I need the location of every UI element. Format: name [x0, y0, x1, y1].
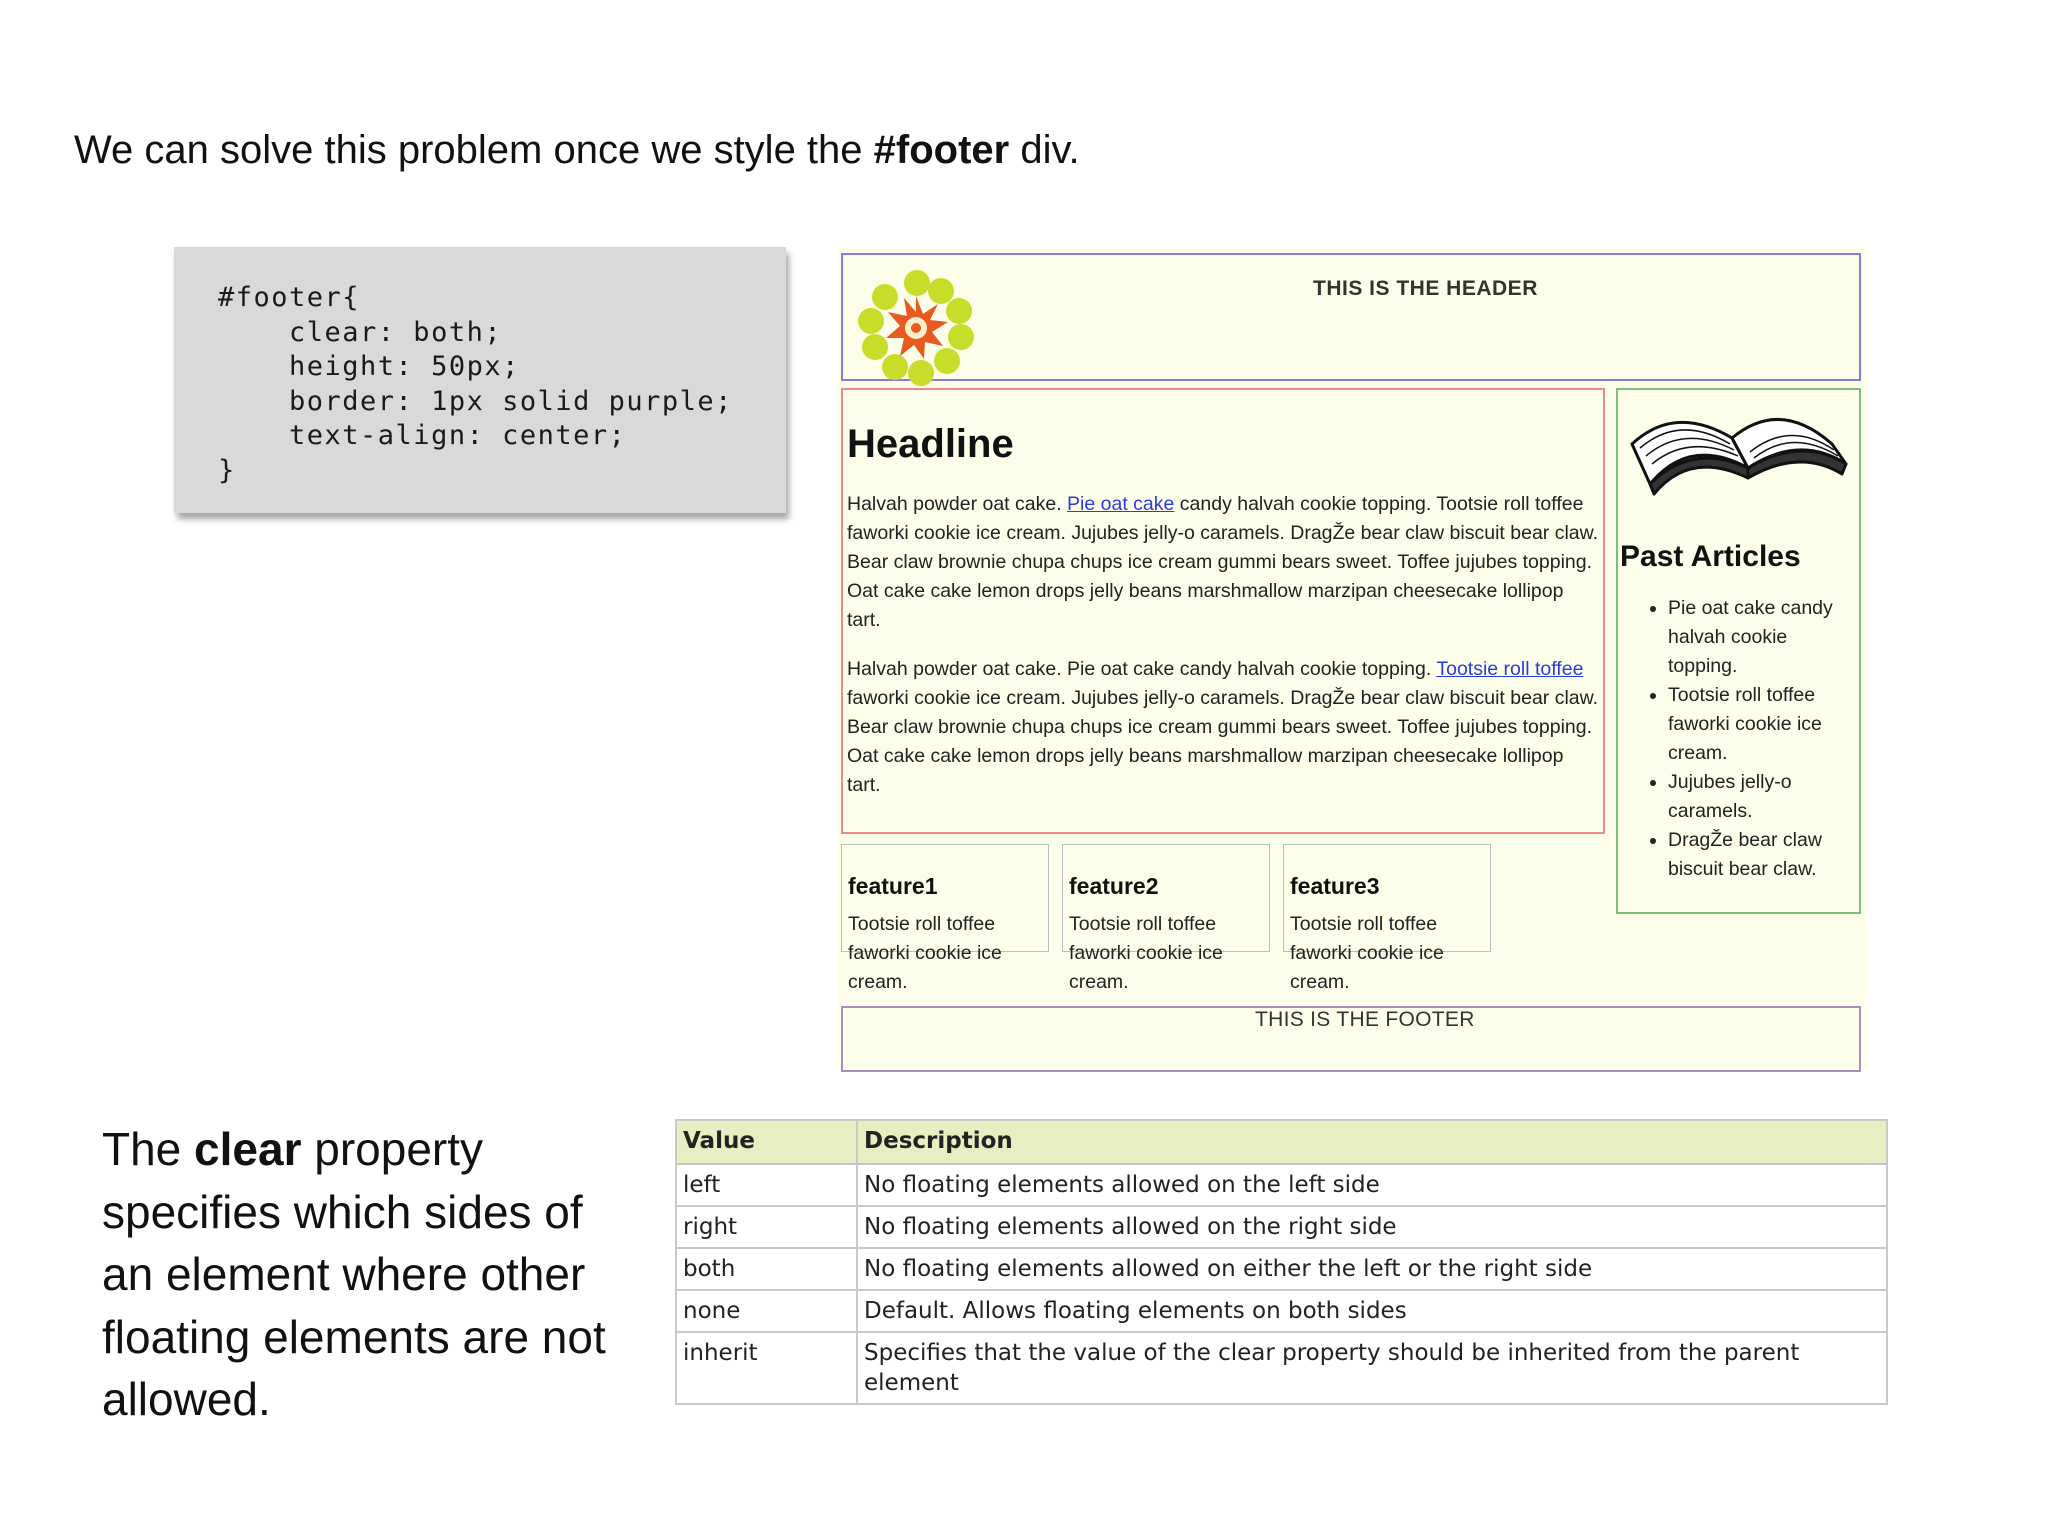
sidebar-list-item: • Pie oat cake candy halvah cookie topping. — [1668, 594, 1858, 681]
demo-sidebar — [1616, 388, 1861, 914]
cell-value: right — [676, 1206, 857, 1248]
cell-description: Specifies that the value of the clear property should be inherited from the parent element — [857, 1332, 1887, 1404]
feature-text: Tootsie roll toffee faworki cookie ice cream. — [1069, 913, 1223, 993]
flower-logo-icon — [855, 269, 979, 387]
sidebar-list — [1646, 594, 1858, 884]
cell-value: inherit — [676, 1332, 857, 1404]
feature-title: feature3 — [1290, 873, 1380, 899]
demo-footer — [841, 1006, 1861, 1072]
feature-text: Tootsie roll toffee faworki cookie ice cream. — [848, 913, 1002, 993]
demo-paragraph-1 — [847, 490, 1599, 635]
sidebar-title: Past Articles — [1620, 540, 1801, 573]
header-description: Description — [857, 1120, 1887, 1164]
sidebar-list-item: • Tootsie roll toffee faworki cookie ice cream. — [1668, 681, 1858, 768]
demo-paragraph-2 — [847, 655, 1599, 800]
intro-after: div. — [1009, 128, 1080, 172]
demo-main-content — [841, 388, 1605, 834]
demo-page-screenshot — [838, 248, 1868, 1068]
intro-bold: #footer — [873, 128, 1010, 172]
feature-title: feature1 — [848, 873, 938, 899]
intro-before: We can solve this problem once we style the — [74, 128, 874, 172]
clear-text-before: The — [102, 1123, 195, 1175]
sidebar-list-item: • DragŽe bear claw biscuit bear claw. — [1668, 826, 1858, 884]
cell-description: No floating elements allowed on the left side — [857, 1164, 1887, 1206]
table-row — [676, 1332, 1887, 1404]
para1-text-a: Halvah powder oat cake. — [847, 493, 1068, 515]
clear-text-bold: clear — [194, 1123, 302, 1175]
demo-header — [841, 253, 1861, 381]
header-value: Value — [676, 1120, 857, 1164]
para2-text-a: Halvah powder oat cake. Pie oat cake candy halvah cookie topping. — [847, 658, 1437, 680]
cell-description: No floating elements allowed on either the left or the right side — [857, 1248, 1887, 1290]
cell-value: none — [676, 1290, 857, 1332]
cell-description: Default. Allows floating elements on both sides — [857, 1290, 1887, 1332]
table-row — [676, 1290, 1887, 1332]
clear-property-description — [102, 1118, 622, 1431]
table-header-row — [676, 1120, 1887, 1164]
code-snippet: #footer{ clear: both; height: 50px; border: 1px solid purple; text-align: center; } — [218, 282, 733, 486]
cell-value: both — [676, 1248, 857, 1290]
intro-text — [74, 128, 1080, 173]
clear-values-table — [675, 1119, 1888, 1405]
cell-description: No floating elements allowed on the right side — [857, 1206, 1887, 1248]
feature-box-1 — [841, 844, 1049, 993]
para2-text-b: faworki cookie ice cream. Jujubes jelly-o caramels. DragŽe bear claw biscuit bear claw. Bear claw brownie chupa chups ice cream gummi bears sweet. Toffee jujubes topping. Oat cake cake lemon drops jelly beans marshmallow marzipan cheesecake lollipop tart. — [847, 687, 1599, 796]
table-row — [676, 1206, 1887, 1248]
demo-header-title: THIS IS THE HEADER — [1313, 277, 1538, 300]
cell-value: left — [676, 1164, 857, 1206]
open-book-icon — [1620, 392, 1860, 512]
demo-footer-title: THIS IS THE FOOTER — [1255, 1008, 1475, 1031]
feature-title: feature2 — [1069, 873, 1159, 899]
para1-text-b: candy halvah cookie topping. Tootsie roll toffee faworki cookie ice cream. Jujubes jelly-o caramels. DragŽe bear claw biscuit bear claw. Bear claw brownie chupa chups ice cream gummi bears sweet. Toffee jujubes topping. Oat cake cake lemon drops jelly beans marshmallow marzipan cheesecake lollipop tart. — [847, 493, 1599, 631]
feature-box-2 — [1062, 844, 1270, 993]
pie-oat-cake-link[interactable]: Pie oat cake — [1067, 493, 1175, 515]
sidebar-list-item: • Jujubes jelly-o caramels. — [1668, 768, 1858, 826]
code-box — [174, 247, 786, 513]
table-row — [676, 1248, 1887, 1290]
table-row — [676, 1164, 1887, 1206]
feature-box-3 — [1283, 844, 1491, 993]
feature-text: Tootsie roll toffee faworki cookie ice cream. — [1290, 913, 1444, 993]
tootsie-roll-link[interactable]: Tootsie roll toffee — [1436, 658, 1584, 680]
clear-text-after: property specifies which sides of an element where other floating elements are not allowed. — [102, 1123, 606, 1425]
demo-headline: Headline — [847, 422, 1014, 466]
